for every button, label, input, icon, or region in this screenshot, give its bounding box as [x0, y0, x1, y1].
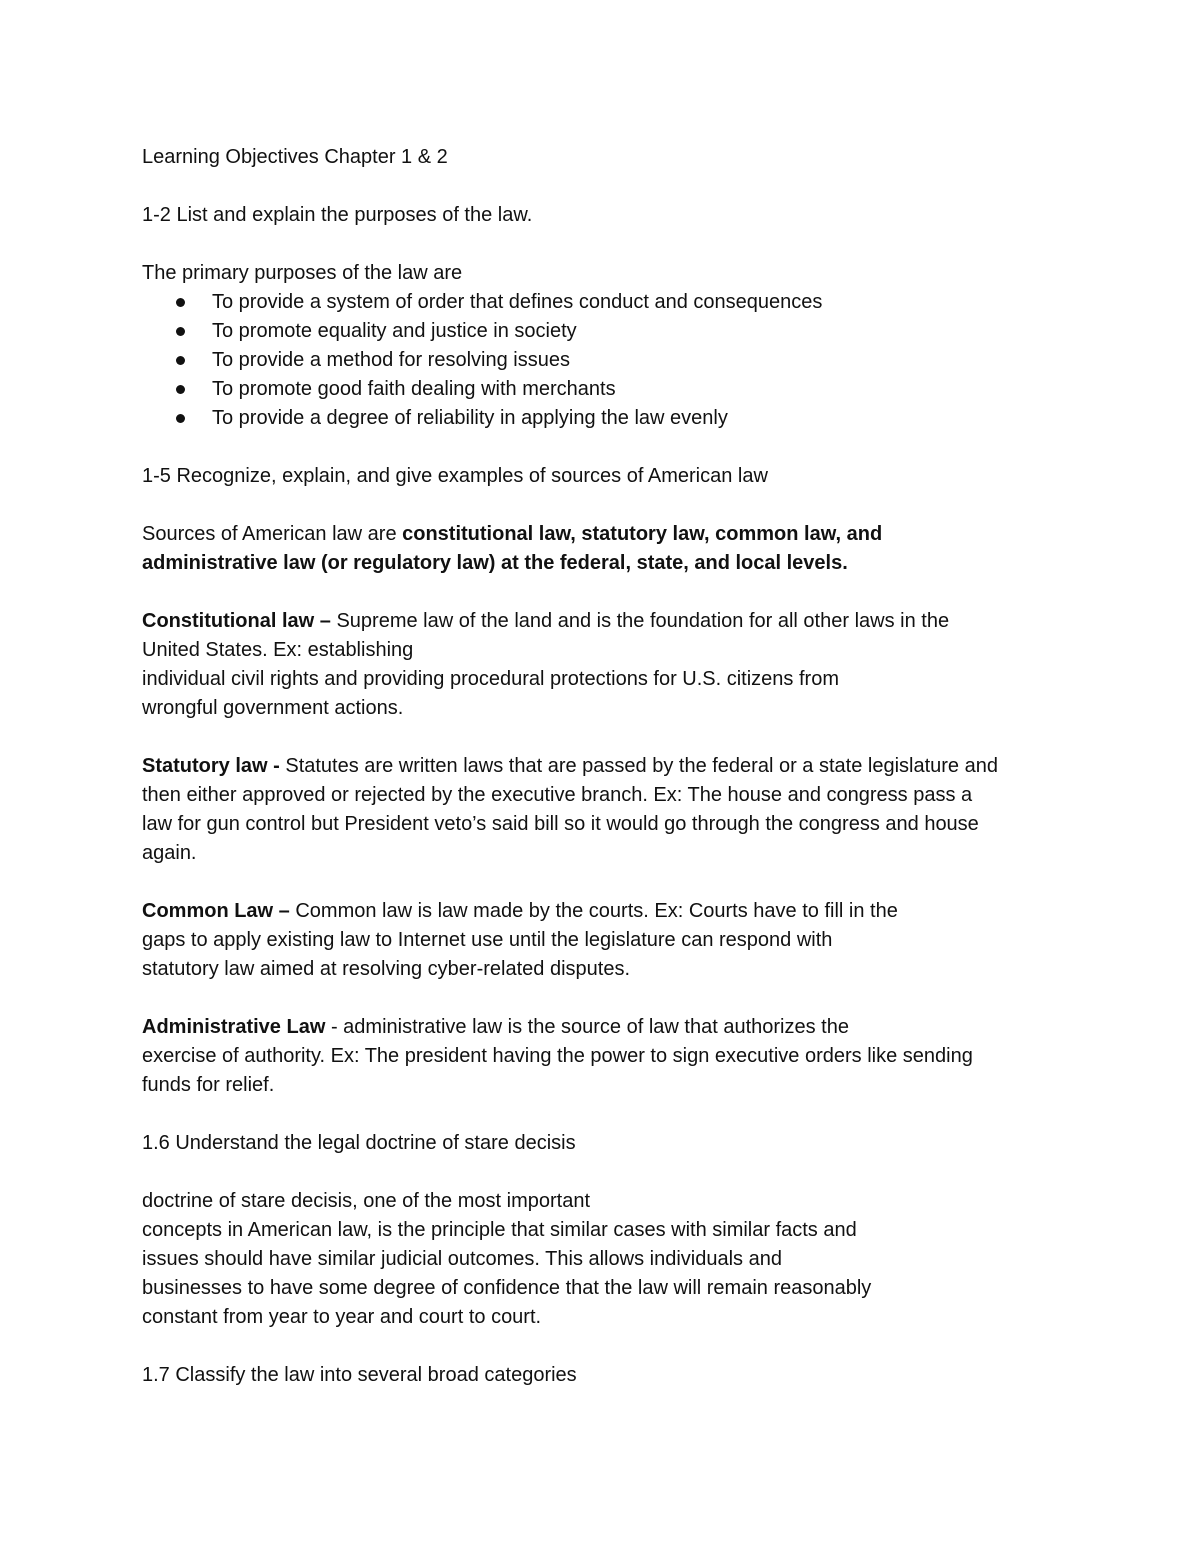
list-item: [142, 317, 1082, 346]
objective-1-6-heading: 1.6 Understand the legal doctrine of stare decisis: [142, 1132, 576, 1154]
common-line-1: [142, 897, 1082, 926]
administrative-term: Administrative Law: [142, 1016, 326, 1038]
bullet-icon: [176, 414, 185, 423]
sources-prefix: Sources of American law are: [142, 523, 403, 545]
spacer: [142, 230, 1082, 259]
spacer: [142, 172, 1082, 201]
list-item: [142, 346, 1082, 375]
spacer: [142, 491, 1082, 520]
administrative-line-1: [142, 1013, 1082, 1042]
common-text: Common law is law made by the courts. Ex: Courts have to fill in the: [289, 900, 898, 922]
list-item-text: To promote good faith dealing with merchants: [212, 378, 616, 400]
constitutional-text: Supreme law of the land and is the foundation for all other laws in the: [330, 610, 950, 632]
spacer: [142, 433, 1082, 462]
stare-decisis-line: constant from year to year and court to court.: [142, 1306, 542, 1328]
spacer: [142, 578, 1082, 607]
objective-1-7-heading: 1.7 Classify the law into several broad categories: [142, 1364, 577, 1386]
objective-1-2-heading: 1-2 List and explain the purposes of the law.: [142, 204, 533, 226]
purposes-list: [142, 288, 1082, 433]
stare-decisis-line: businesses to have some degree of confidence that the law will remain reasonably: [142, 1277, 872, 1299]
spacer: [142, 723, 1082, 752]
administrative-text: - administrative law is the source of law that authorizes the: [325, 1016, 849, 1038]
sources-line-1: [142, 520, 1082, 549]
bullet-icon: [176, 385, 185, 394]
list-item: [142, 375, 1082, 404]
bullet-icon: [176, 298, 185, 307]
stare-decisis-line: issues should have similar judicial outcomes. This allows individuals and: [142, 1248, 782, 1270]
statutory-term: Statutory law -: [142, 755, 280, 777]
common-line: statutory law aimed at resolving cyber-related disputes.: [142, 958, 631, 980]
stare-decisis-line: doctrine of stare decisis, one of the most important: [142, 1190, 590, 1212]
bullet-icon: [176, 327, 185, 336]
list-item-text: To promote equality and justice in society: [212, 320, 577, 342]
document-title: Learning Objectives Chapter 1 & 2: [142, 146, 448, 168]
list-item-text: To provide a degree of reliability in applying the law evenly: [212, 407, 728, 429]
sources-line-2: administrative law (or regulatory law) at the federal, state, and local levels.: [142, 552, 848, 574]
statutory-line: law for gun control but President veto’s said bill so it would go through the congress and house: [142, 813, 979, 835]
administrative-line: exercise of authority. Ex: The president having the power to sign executive orders like sending: [142, 1045, 973, 1067]
statutory-line: then either approved or rejected by the executive branch. Ex: The house and congress pass a: [142, 784, 973, 806]
spacer: [142, 1332, 1082, 1361]
statutory-text: Statutes are written laws that are passed by the federal or a state legislature and: [279, 755, 998, 777]
purposes-intro: The primary purposes of the law are: [142, 262, 463, 284]
spacer: [142, 1100, 1082, 1129]
constitutional-term: Constitutional law –: [142, 610, 331, 632]
stare-decisis-line: concepts in American law, is the principle that similar cases with similar facts and: [142, 1219, 857, 1241]
administrative-line: funds for relief.: [142, 1074, 275, 1096]
constitutional-line: individual civil rights and providing procedural protections for U.S. citizens from: [142, 668, 839, 690]
sources-list-bold: constitutional law, statutory law, common law, and: [402, 523, 883, 545]
constitutional-line-1: [142, 607, 1082, 636]
list-item-text: To provide a system of order that defines conduct and consequences: [212, 291, 823, 313]
list-item-text: To provide a method for resolving issues: [212, 349, 570, 371]
constitutional-line: United States. Ex: establishing: [142, 639, 414, 661]
spacer: [142, 984, 1082, 1013]
common-term: Common Law –: [142, 900, 290, 922]
list-item: [142, 404, 1082, 433]
common-line: gaps to apply existing law to Internet use until the legislature can respond with: [142, 929, 833, 951]
statutory-line-1: [142, 752, 1082, 781]
document-body: [142, 143, 1082, 1390]
spacer: [142, 868, 1082, 897]
constitutional-line: wrongful government actions.: [142, 697, 404, 719]
spacer: [142, 1158, 1082, 1187]
bullet-icon: [176, 356, 185, 365]
statutory-line: again.: [142, 842, 197, 864]
objective-1-5-heading: 1-5 Recognize, explain, and give examples of sources of American law: [142, 465, 768, 487]
list-item: [142, 288, 1082, 317]
